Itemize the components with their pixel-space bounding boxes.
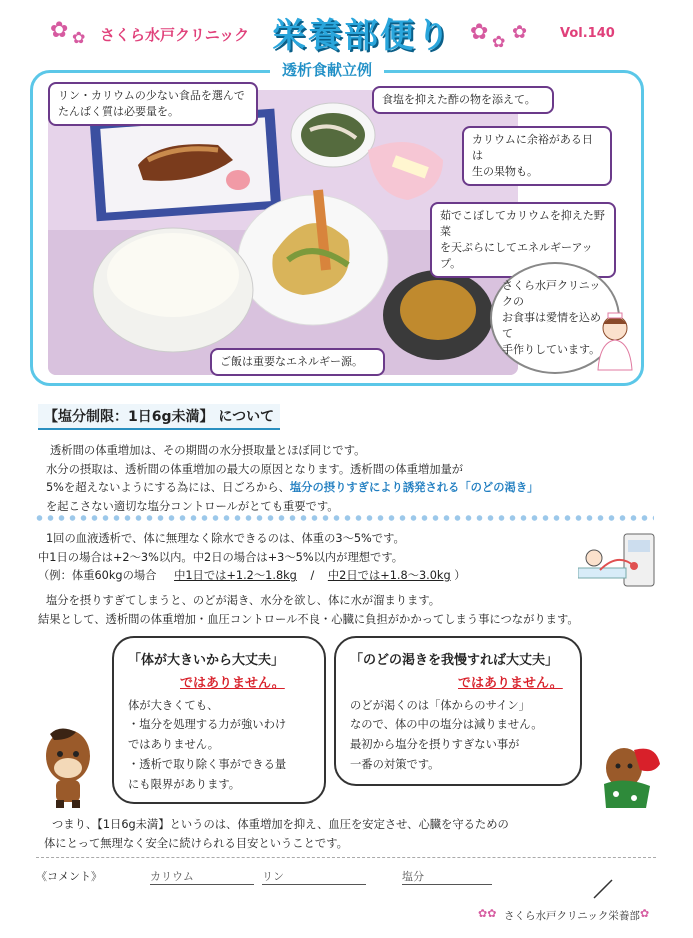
dialysis-paragraph <box>38 530 466 586</box>
salt-section-title: 【塩分制限：1日6g未満】 について <box>38 404 280 430</box>
callout-vinegar: 食塩を抑えた酢の物を添えて。 <box>372 86 554 114</box>
bubble-line: のどが渇くのは「体からのサイン」 <box>350 698 530 712</box>
conclusion-line: つまり、【1日6g未満】というのは、体重増加を抑え、血圧を安定させ、心臓を守るための <box>52 818 509 831</box>
dialysis-line: 中1日の場合は+2～3%以内。中2日の場合は+3～5%以内が理想です。 <box>38 550 404 564</box>
bubble-heading: 「体が大きいから大丈夫」 <box>128 653 285 668</box>
example-label: （例：体重60kgの場合 <box>38 569 157 583</box>
bubble-negation: ではありません。 <box>458 675 563 691</box>
bubble-line: 体が大きくても、 <box>128 698 219 712</box>
callout-rice: ご飯は重要なエネルギー源。 <box>210 348 385 376</box>
bubble-line: 最初から塩分を摂りすぎない事が <box>350 738 520 752</box>
dialysis-line: 1回の血液透析で、体に無理なく除水できるのは、体重の3～5%です。 <box>46 532 405 545</box>
clinic-message-bubble: さくら水戸クリニックの お食事は愛情を込めて 手作りしています。 <box>490 262 620 374</box>
sakura-flower-icon: ✿✿ <box>478 907 497 920</box>
example-close: ） <box>454 569 466 583</box>
bubble-line: 一番の対策です。 <box>350 757 440 771</box>
sakura-flower-icon: ✿ <box>50 18 69 43</box>
pen-mark-icon <box>592 878 614 900</box>
dialysis-patient-icon <box>578 532 660 596</box>
bubble-line: ・透析で取り除く事ができる量 <box>128 757 287 771</box>
bubble-negation: ではありません。 <box>180 675 285 691</box>
comment-divider <box>36 857 656 858</box>
intro-line: 透析間の体重増加は、その期間の水分摂取量とほぼ同じです。 <box>50 444 366 457</box>
menu-example-title: 透析食献立例 <box>270 58 384 81</box>
conclusion-line: 体にとって無理なく安全に続けられる目安ということです。 <box>44 836 348 850</box>
conclusion-paragraph <box>44 816 509 853</box>
consequence-line: 塩分を摂りすぎてしまうと、のどが渇き、水分を欲し、体に水が溜まります。 <box>46 594 441 607</box>
comment-potassium-field[interactable]: カリウム <box>150 868 254 885</box>
bubble-negation-row <box>350 673 566 696</box>
callout-tempura: 茹でこぼしてカリウムを抑えた野菜 を天ぷらにしてエネルギーアップ。 <box>430 202 616 278</box>
consequence-paragraph <box>38 592 579 629</box>
nurse-icon <box>588 310 642 372</box>
example-line <box>38 567 466 586</box>
myth-bubble-thirst <box>334 636 582 786</box>
intro-line: を起こさない適切な塩分コントロールがとても重要です。 <box>46 499 339 513</box>
example-one-day: 中1日では+1.2～1.8kg <box>174 569 297 583</box>
comment-phosphorus-field[interactable]: リン <box>262 868 366 885</box>
callout-protein: リン・カリウムの少ない食品を選んで たんぱく質は必要量を。 <box>48 82 258 126</box>
footer-signature: さくら水戸クリニック栄養部 <box>504 910 640 922</box>
clinic-name: さくら水戸クリニック <box>100 26 250 44</box>
example-separator: / <box>310 569 315 583</box>
comment-salt-field[interactable]: 塩分 <box>402 868 492 885</box>
sakura-flower-icon: ✿ <box>640 907 650 920</box>
bubble-heading: 「のどの渇きを我慢すれば大丈夫」 <box>350 653 559 668</box>
dotted-divider <box>34 514 654 522</box>
thirst-highlight: 塩分の摂りすぎにより誘発される「のどの渇き」 <box>289 481 539 495</box>
callout-fruit: カリウムに余裕がある日は 生の果物も。 <box>462 126 612 186</box>
intro-line: 水分の摂取は、透析間の体重増加の最大の原因となります。透析間の体重増加量が <box>46 462 464 476</box>
intro-line <box>46 479 538 498</box>
bubble-line: ではありません。 <box>128 738 220 752</box>
intro-text: 5%を超えないようにする為には、日ごろから、 <box>46 481 290 495</box>
consequence-line: 結果として、透析間の体重増加・血圧コントロール不良・心臓に負担がかかってしまう事につながります。 <box>38 612 579 626</box>
comment-label: 《コメント》 <box>36 870 102 883</box>
sakura-flower-icon: ✿ <box>72 28 86 47</box>
example-two-day: 中2日では+1.8～3.0kg <box>327 569 451 583</box>
myth-bubble-body-size <box>112 636 326 804</box>
horse-mascot-icon <box>36 724 100 810</box>
sakura-flower-icon: ✿ <box>512 22 528 43</box>
sakura-flower-icon: ✿ <box>470 20 489 45</box>
bubble-line: にも限界があります。 <box>128 777 241 791</box>
sakura-flower-icon: ✿ <box>492 32 506 51</box>
bubble-line: ・塩分を処理する力が強いわけ <box>128 718 287 732</box>
newsletter-title: 栄養部便り <box>272 16 452 56</box>
bubble-negation-row <box>128 673 310 696</box>
intro-paragraph <box>46 442 538 517</box>
bubble-line: なので、体の中の塩分は減りません。 <box>350 718 543 732</box>
lion-dance-horse-icon <box>594 740 664 810</box>
volume-number: Vol.140 <box>560 26 615 41</box>
